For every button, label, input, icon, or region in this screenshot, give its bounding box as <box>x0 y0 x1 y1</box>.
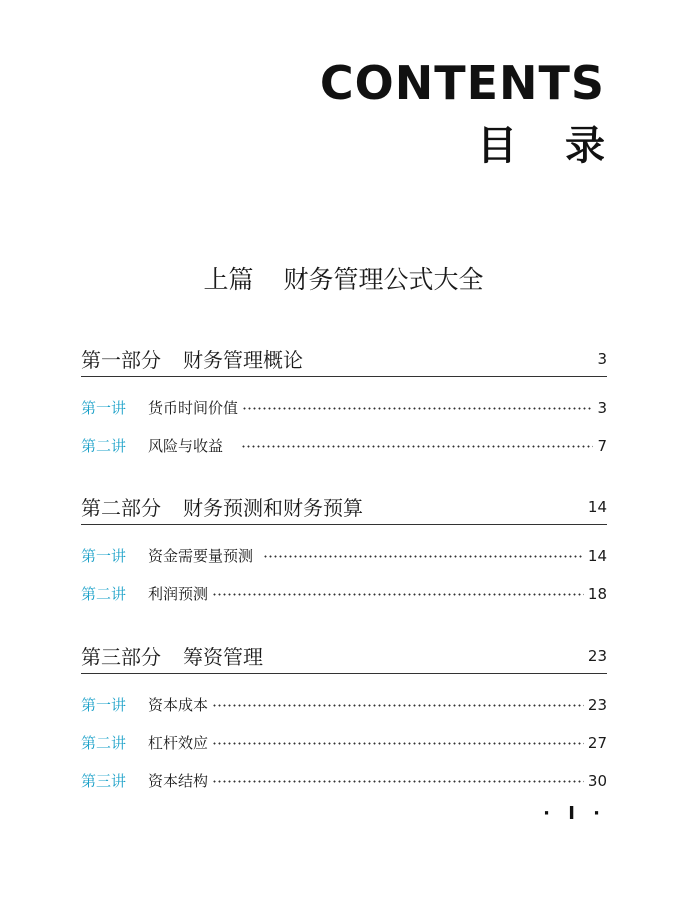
part-number: 第一部分 <box>81 348 161 372</box>
lesson-page-number: 14 <box>587 547 607 565</box>
part-title <box>81 492 363 521</box>
lesson-title: 资本成本 <box>148 696 209 714</box>
part-page-number: 3 <box>597 350 607 368</box>
part-page-number: 14 <box>587 498 607 516</box>
part-number: 第二部分 <box>81 496 161 520</box>
lesson-title: 资本结构 <box>148 772 209 790</box>
volume-name: 财务管理公式大全 <box>283 265 484 294</box>
volume-title <box>0 260 687 296</box>
part-title <box>81 641 263 670</box>
toc-entry[interactable] <box>81 435 607 473</box>
part-page-number: 23 <box>587 647 607 665</box>
part-section-3 <box>81 637 607 808</box>
lesson-page-number: 27 <box>587 734 607 752</box>
toc-entry[interactable] <box>81 397 607 435</box>
contents-title-cn: 目录 <box>477 123 653 169</box>
toc-entry[interactable] <box>81 545 607 583</box>
lesson-page-number: 23 <box>587 696 607 714</box>
toc-entry[interactable] <box>81 583 607 621</box>
lesson-label: 第一讲 <box>81 696 127 714</box>
lesson-page-number: 3 <box>597 399 607 417</box>
part-heading[interactable] <box>81 340 607 377</box>
lesson-title: 货币时间价值 <box>148 399 239 417</box>
lesson-label: 第二讲 <box>81 734 127 752</box>
toc-entry[interactable] <box>81 694 607 732</box>
lesson-title: 资金需要量预测 <box>148 547 254 565</box>
dot-leader <box>212 780 584 783</box>
part-title <box>81 344 303 373</box>
lesson-label: 第三讲 <box>81 772 127 790</box>
part-name: 财务预测和财务预算 <box>183 496 363 520</box>
lesson-label: 第一讲 <box>81 547 127 565</box>
lesson-title: 杠杆效应 <box>148 734 209 752</box>
dot-leader <box>242 407 593 410</box>
part-number: 第三部分 <box>81 645 161 669</box>
dot-leader <box>212 593 584 596</box>
lesson-title: 风险与收益 <box>148 437 224 455</box>
toc-entry[interactable] <box>81 770 607 808</box>
part-name: 财务管理概论 <box>183 348 303 372</box>
part-heading[interactable] <box>81 488 607 525</box>
page-folio: · I · <box>543 803 606 824</box>
contents-title-en: CONTENTS <box>319 56 605 110</box>
lesson-label: 第二讲 <box>81 585 127 603</box>
part-name: 筹资管理 <box>183 645 263 669</box>
volume-label: 上篇 <box>203 265 254 294</box>
part-section-1 <box>81 340 607 473</box>
part-section-2 <box>81 488 607 621</box>
lesson-page-number: 18 <box>587 585 607 603</box>
dot-leader <box>212 704 584 707</box>
lesson-title: 利润预测 <box>148 585 209 603</box>
lesson-label: 第二讲 <box>81 437 127 455</box>
lesson-label: 第一讲 <box>81 399 127 417</box>
toc-entry[interactable] <box>81 732 607 770</box>
dot-leader <box>212 742 584 745</box>
dot-leader <box>263 555 584 558</box>
lesson-page-number: 30 <box>587 772 607 790</box>
part-heading[interactable] <box>81 637 607 674</box>
lesson-page-number: 7 <box>597 437 607 455</box>
dot-leader <box>241 445 593 448</box>
